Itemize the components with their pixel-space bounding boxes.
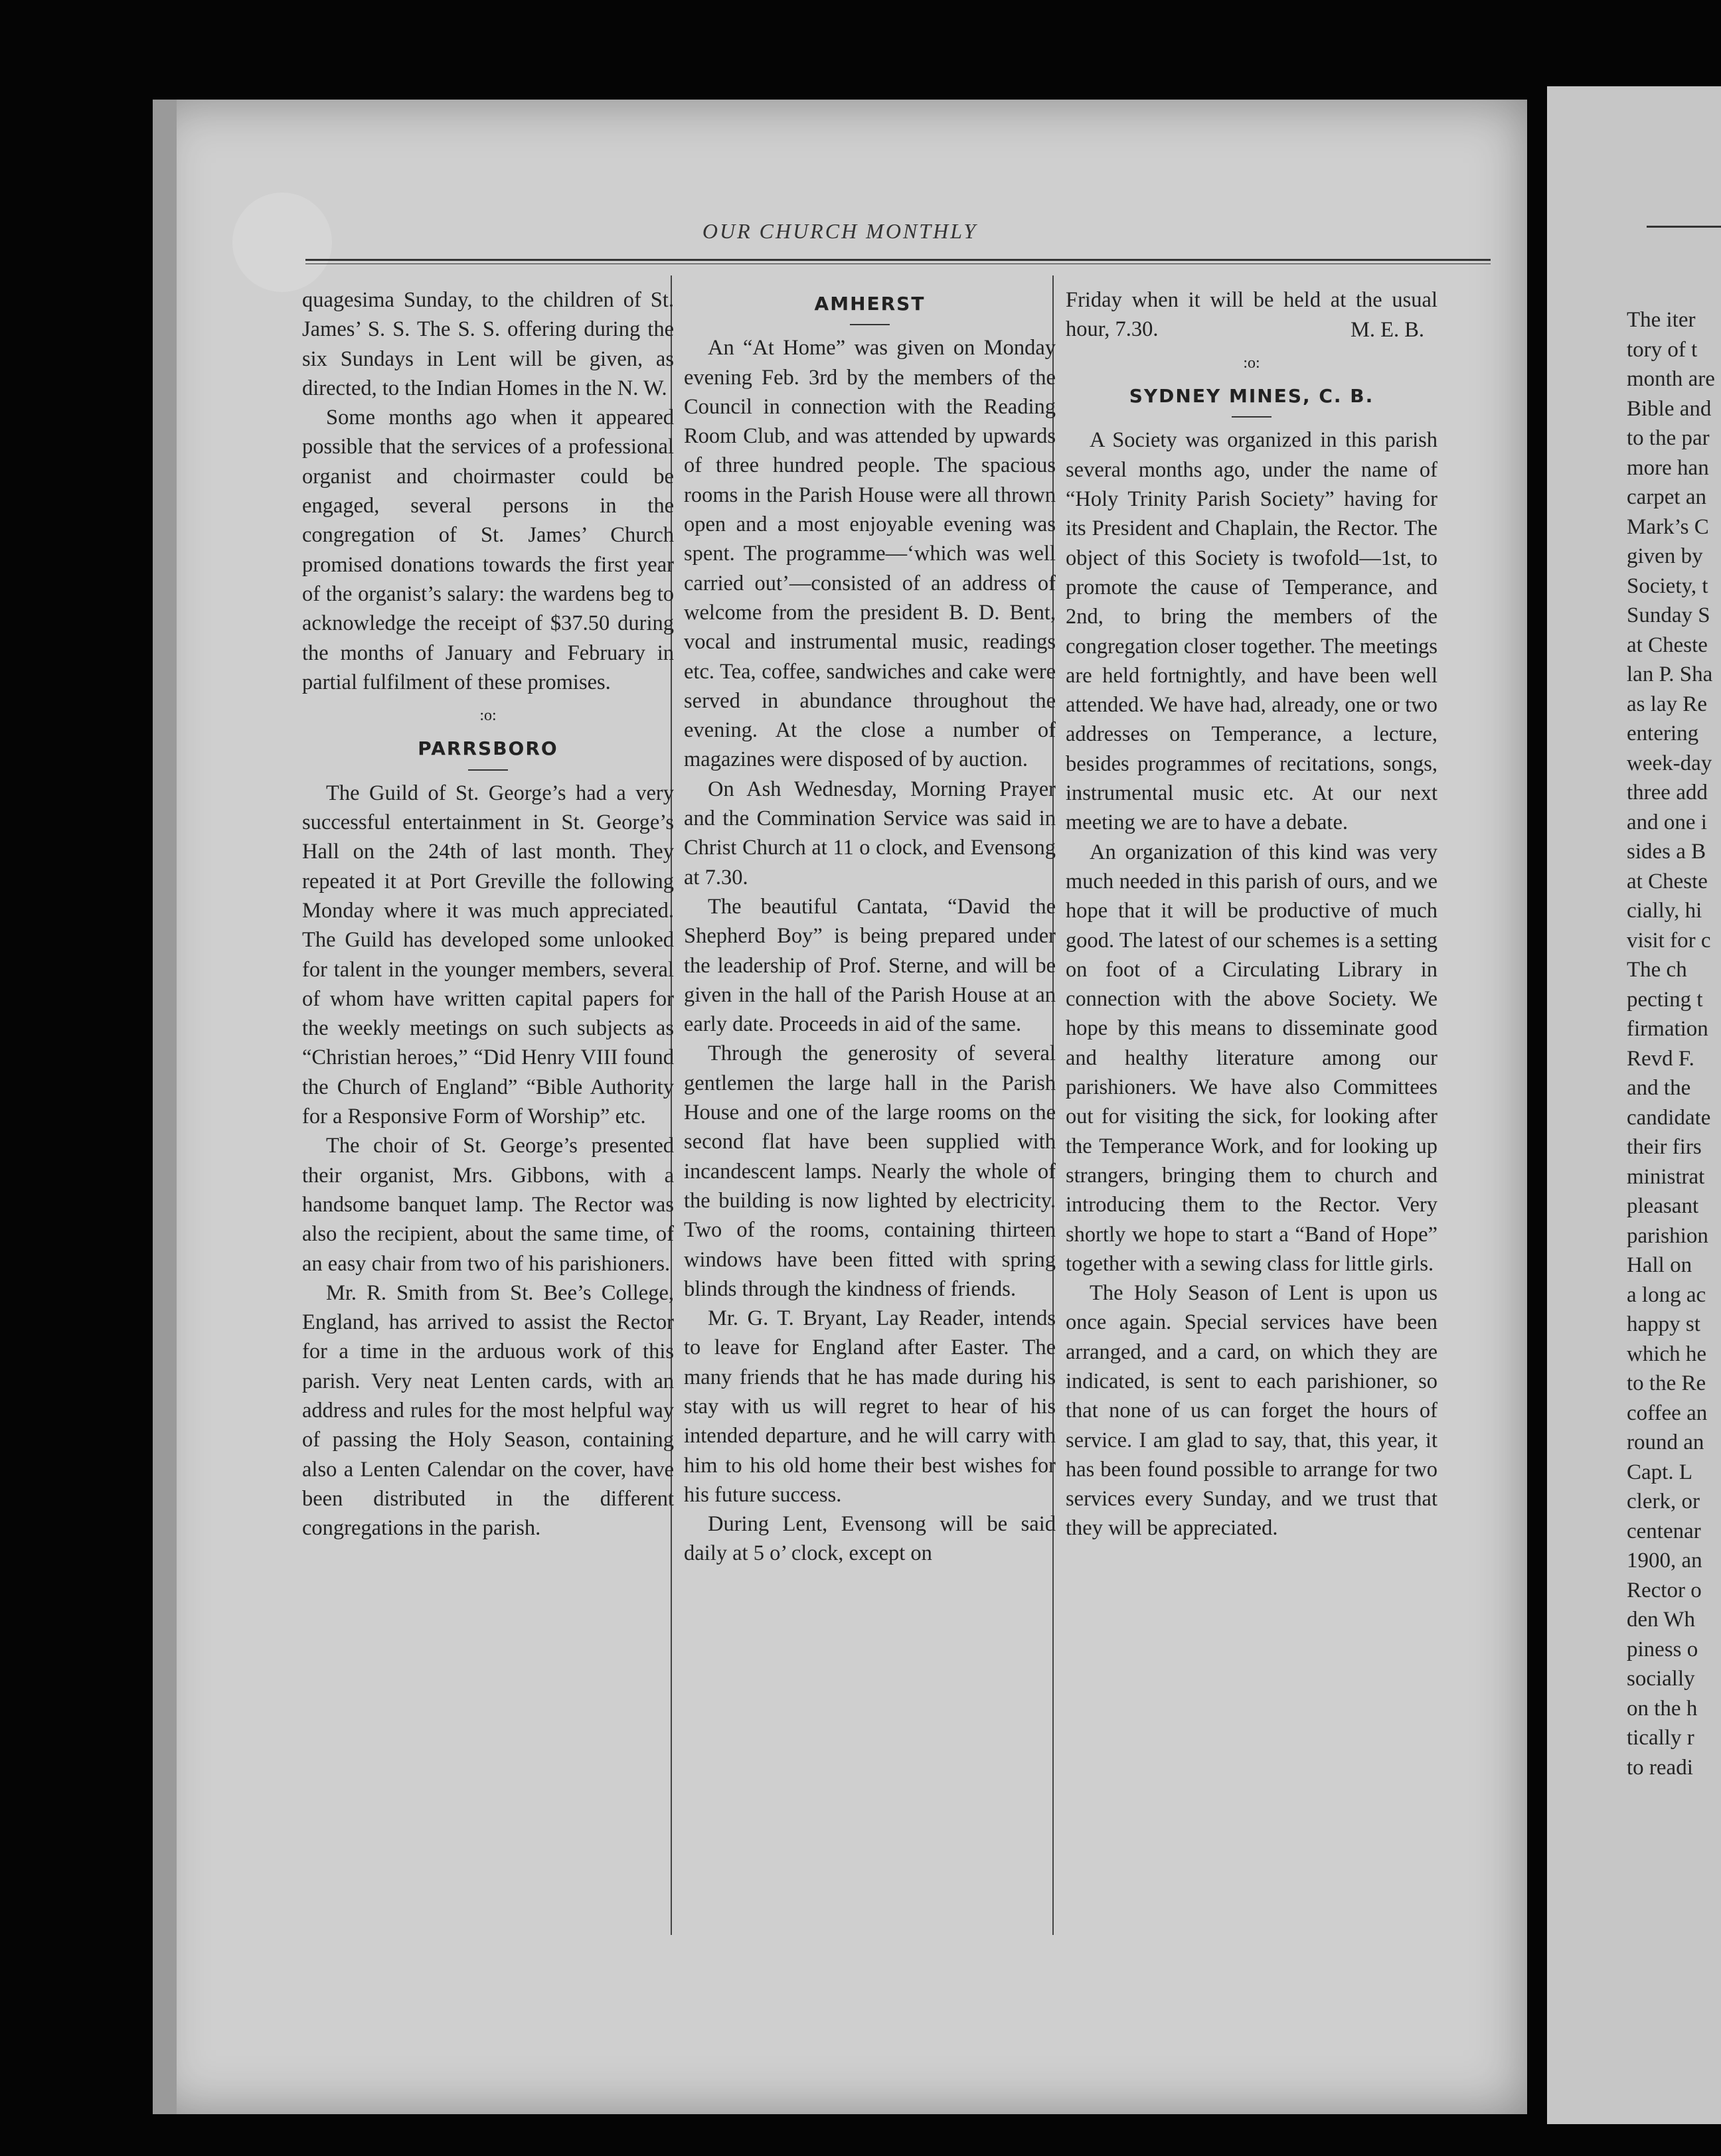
paragraph: Friday when it will be held at the usual hour, 7.30.	[1066, 288, 1437, 342]
paragraph: An “At Home” was given on Monday evening Feb. 3rd by the members of the Council in connection with the Reading Room Club, and was attended by upwards of three hundred people. The spacious rooms in the Parish House were all thrown open and a most enjoyable evening was spent. The programme—‘which was well carried out’—consisted of an address of welcome from the president B. D. Bent, vocal and instrumental music, readings etc. Tea, coffee, sandwiches and cake were served in abundance throughout the evening. At the close a number of magazines were disposed of by auction.	[684, 336, 1056, 772]
adjacent-text-line: socially	[1627, 1667, 1695, 1691]
adjacent-text-line: three add	[1627, 781, 1708, 805]
adjacent-text-line: sides a B	[1627, 840, 1706, 864]
adjacent-text-line: The ch	[1627, 958, 1687, 982]
paragraph: The choir of St. George’s presented their organist, Mrs. Gibbons, with a handsome banquet lamp. The Rector was also the recipient, about the same time, of an easy chair from two of his parishioners.	[302, 1134, 674, 1276]
adjacent-text-line: on the h	[1627, 1696, 1698, 1721]
adjacent-text-line: to the par	[1627, 426, 1710, 450]
adjacent-text-line: their firs	[1627, 1135, 1702, 1159]
adjacent-text-line: parishion	[1627, 1223, 1708, 1248]
adjacent-text-line: carpet an	[1627, 485, 1706, 509]
adjacent-text-line: piness o	[1627, 1637, 1698, 1661]
signature: M. E. B.	[1350, 317, 1424, 342]
paragraph: The beautiful Cantata, “David the Shepherd Boy” is being prepared under the leadership of Prof. Sterne, and will be given in the hall of the Parish House at an early date. Proceeds in aid of the same.	[684, 894, 1056, 1037]
adjacent-text-line: lan P. Sha	[1627, 662, 1713, 686]
column-3	[1066, 285, 1437, 1543]
section-separator: :o:	[479, 707, 497, 725]
paragraph: Mr. R. Smith from St. Bee’s College, England, has arrived to assist the Rector for a time in the arduous work of this parish. Very neat Lenten cards, with an address and rules for the most helpful way of passing the Holy Season, containing also a Lenten Calendar on the cover, have been distributed in the different congregations in the parish.	[302, 1280, 674, 1541]
adjacent-text-line: Bible and	[1627, 396, 1712, 421]
adjacent-text-line: tically r	[1627, 1726, 1694, 1750]
section-heading-amherst: AMHERST	[814, 293, 926, 315]
adjacent-text-line: pleasant	[1627, 1194, 1699, 1218]
adjacent-text-line: den Wh	[1627, 1608, 1695, 1632]
section-heading-sydney-mines: SYDNEY MINES, C. B.	[1129, 385, 1374, 408]
adjacent-text-line: cially, hi	[1627, 899, 1702, 923]
adjacent-text-line: and the	[1627, 1076, 1691, 1100]
paragraph: Some months ago when it appeared possible that the services of a professional organist and choirmaster could be engaged, several persons in the congregation of St. James’ Church promised donations towards the first year of the organist’s salary: the wardens beg to acknowledge the receipt of $37.50 during the months of January and February in partial fulfilment of these promises.	[302, 406, 674, 694]
adjacent-text-line: round an	[1627, 1430, 1704, 1454]
heading-rule	[850, 324, 890, 325]
adjacent-text-line: Mark’s C	[1627, 514, 1709, 539]
adjacent-text-line: at Cheste	[1627, 633, 1708, 657]
adjacent-text-line: Revd F.	[1627, 1046, 1694, 1071]
adjacent-text-line: week-day	[1627, 751, 1712, 775]
adjacent-text-line: month are	[1627, 367, 1715, 391]
adjacent-text-line: candidate	[1627, 1105, 1711, 1130]
heading-rule	[1232, 416, 1271, 418]
adjacent-text-line: coffee an	[1627, 1401, 1708, 1425]
newspaper-page	[153, 100, 1527, 2114]
adjacent-text-line: Capt. L	[1627, 1460, 1692, 1484]
adjacent-text-line: happy st	[1627, 1312, 1700, 1336]
paragraph: On Ash Wednesday, Morning Prayer and the Commination Service was said in Christ Church at 11 o clock, and Evensong at 7.30.	[684, 777, 1056, 889]
adjacent-text-line: entering	[1627, 722, 1699, 745]
column-2	[684, 285, 1056, 1569]
section-separator: :o:	[1243, 354, 1260, 372]
adjacent-text-line: firmation	[1627, 1017, 1708, 1041]
adjacent-page-text	[1627, 305, 1715, 1782]
adjacent-text-line: Society, t	[1627, 574, 1708, 598]
paragraph: The Holy Season of Lent is upon us once again. Special services have been arranged, and a card, on which they are indicated, is sent to each parishioner, so that none of us can forget the hours of service. I am glad to say, that, this year, it has been found possible to arrange for two services every Sunday, and we trust that they will be appreciated.	[1066, 1281, 1437, 1541]
adjacent-header-rule	[1647, 226, 1721, 228]
adjacent-text-line: pecting t	[1627, 987, 1703, 1012]
adjacent-text-line: Hall on	[1627, 1253, 1692, 1277]
adjacent-text-line: The iter	[1627, 308, 1696, 332]
paragraph: Through the generosity of several gentlemen the large hall in the Parish House and one of the large rooms on the second flat have been supplied with incandescent lamps. Nearly the whole of the building is now lighted by electricity. Two of the rooms, containing thirteen windows have been fitted with spring blinds through the kindness of friends.	[684, 1041, 1056, 1301]
paragraph: Mr. G. T. Bryant, Lay Reader, intends to leave for England after Easter. The many friends that he has made during his stay with us will regret to hear of his intended departure, and he will carry with him to his old home their best wishes for his future success.	[684, 1306, 1056, 1507]
paragraph: The Guild of St. George’s had a very successful entertainment in St. George’s Hall on the 24th of last month. They repeated it at Port Greville the following Monday where it was much appreciated. The Guild has developed some unlooked for talent in the younger members, several of whom have written capital papers for the weekly meetings on such subjects as “Christian heroes,” “Did Henry VIII found the Church of England” “Bible Authority for a Responsive Form of Worship” etc.	[302, 781, 674, 1129]
column-1	[302, 285, 674, 1543]
adjacent-text-line: which he	[1627, 1342, 1707, 1366]
paragraph: A Society was organized in this parish several months ago, under the name of “Holy Trinity Parish Society” having for its President and Chaplain, the Rector. The object of this Society is twofold—1st, to promote the cause of Temperance, and 2nd, to bring the members of the congregation closer together. The meetings are held fortnightly, and have been well attended. We have had, already, one or two addresses on Temperance, a lecture, besides programmes of recitations, songs, instrumental music etc. At our next meeting we are to have a debate.	[1066, 428, 1437, 835]
heading-rule	[468, 769, 508, 771]
adjacent-text-line: at Cheste	[1627, 869, 1708, 893]
adjacent-text-line: a long ac	[1627, 1282, 1706, 1307]
running-head: OUR CHURCH MONTHLY	[702, 219, 978, 243]
page-edge-shadow	[153, 100, 177, 2114]
adjacent-text-line: centenar	[1627, 1519, 1701, 1543]
adjacent-text-line: Sunday S	[1627, 603, 1710, 627]
adjacent-text-line: clerk, or	[1627, 1490, 1700, 1513]
adjacent-text-line: to readi	[1627, 1755, 1693, 1780]
adjacent-text-line: more han	[1627, 455, 1709, 480]
adjacent-text-line: to the Re	[1627, 1371, 1706, 1395]
paragraph: During Lent, Evensong will be said daily at 5 o’ clock, except on	[684, 1512, 1056, 1566]
adjacent-page	[1547, 86, 1721, 2124]
adjacent-text-line: 1900, an	[1627, 1549, 1702, 1573]
header-rule	[305, 259, 1491, 264]
adjacent-text-line: visit for c	[1627, 928, 1711, 953]
adjacent-text-line: tory of t	[1627, 337, 1698, 362]
paragraph: quagesima Sunday, to the children of St. James’ S. S. The S. S. offering during the six Sundays in Lent will be given, as directed, to the Indian Homes in the N. W.	[302, 288, 674, 400]
adjacent-text-line: as lay Re	[1627, 692, 1707, 716]
adjacent-text-line: Rector o	[1627, 1578, 1702, 1602]
adjacent-text-line: and one i	[1627, 810, 1707, 834]
adjacent-text-line: given by	[1627, 544, 1703, 568]
paragraph: An organization of this kind was very much needed in this parish of ours, and we hope that it will be productive of much good. The latest of our schemes is a setting on foot of a Circulating Library in connection with the above Society. We hope by this means to disseminate good and healthy literature among our parishioners. We have also Committees out for visiting the sick, for looking after the Temperance Work, and for looking up strangers, bringing them to church and introducing them to the Rector. Very shortly we hope to start a “Band of Hope” together with a sewing class for little girls.	[1066, 840, 1437, 1276]
adjacent-text-line: ministrat	[1627, 1164, 1705, 1189]
section-heading-parrsboro: PARRSBORO	[418, 737, 558, 760]
